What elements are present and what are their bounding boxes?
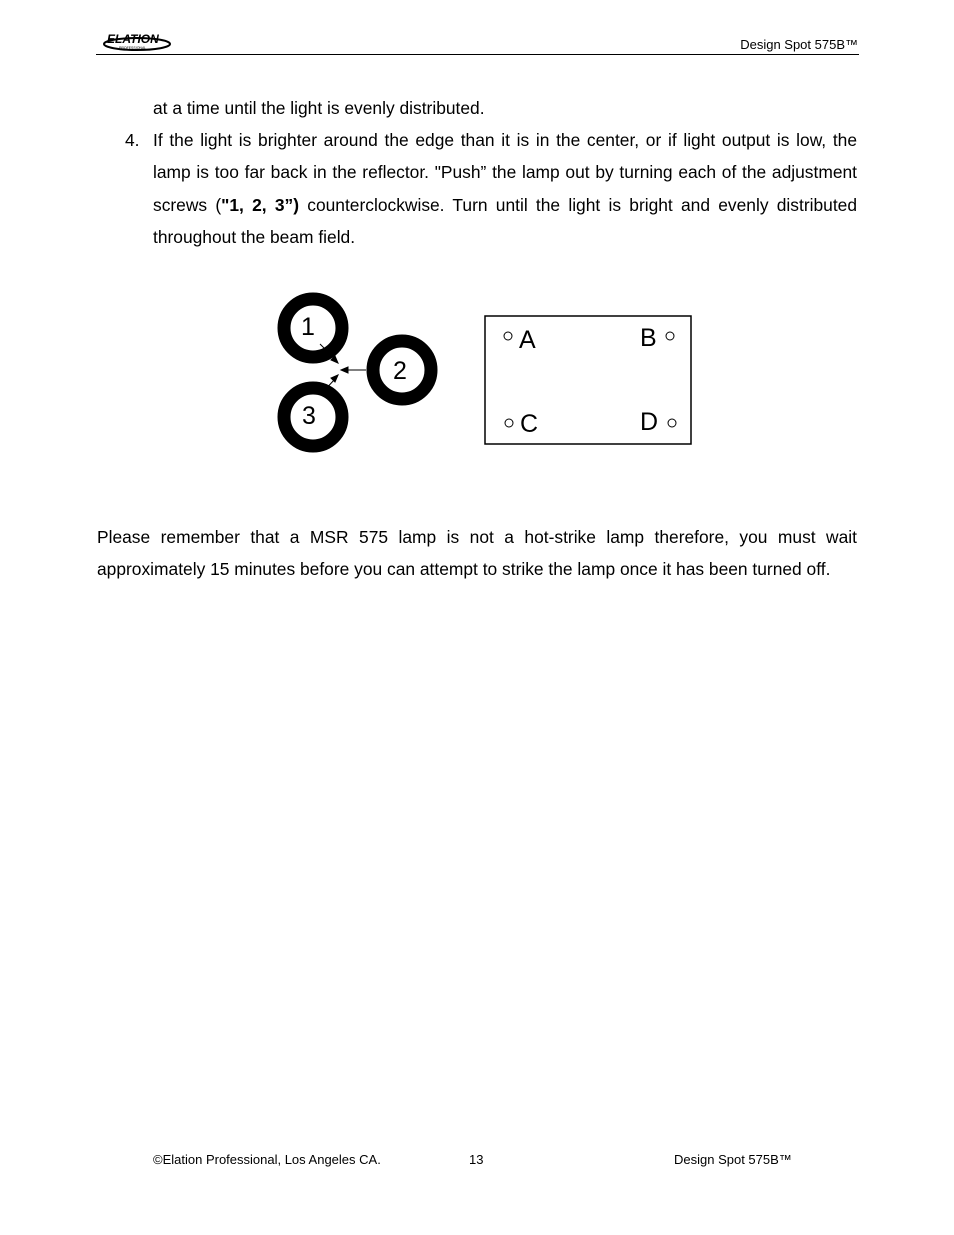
footer-copyright: ©Elation Professional, Los Angeles CA. (153, 1152, 381, 1167)
elation-logo (103, 28, 173, 52)
step-4-text-before: If the light is brighter around the edge than it is in the center, or if light output is low, the lamp is too far back in the reflector. "Push” the lamp out by turning each of the adjustment screws ( (153, 130, 857, 215)
logo-subtext: PROFESSIONAL (119, 46, 147, 50)
screw-2 (373, 341, 431, 399)
screw-3 (284, 388, 342, 446)
footer-page-number: 13 (469, 1152, 484, 1167)
screw-1-label: 1 (301, 313, 315, 341)
header-divider (96, 54, 859, 55)
screw-1 (284, 299, 342, 357)
header-title: Design Spot 575B™ (740, 37, 858, 52)
screw-2-label: 2 (393, 357, 407, 385)
logo-text: ELATION (107, 32, 159, 46)
step-4-text-after: counterclockwise. Turn until the light is bright and evenly distributed throughout the beam field. (153, 194, 857, 248)
step-4-bold-screws: "1, 2, 3”) (221, 194, 300, 215)
adjustment-screws-figure (272, 286, 702, 456)
corner-b-label: B (640, 324, 657, 352)
corner-c-label: C (520, 410, 539, 438)
list-item-step-4 (125, 124, 857, 254)
corner-d-label: D (640, 408, 659, 436)
hot-strike-note: Please remember that a MSR 575 lamp is not a hot-strike lamp therefore, you must wait approximately 15 minutes before you can attempt to strike the lamp once it has been turned off. (97, 527, 857, 580)
continuation-text: at a time until the light is evenly distributed. (153, 98, 485, 118)
reflector-box (485, 316, 691, 444)
list-number: 4. (125, 130, 140, 150)
corner-a-label: A (519, 326, 536, 354)
screw-3-label: 3 (302, 402, 316, 430)
footer-product: Design Spot 575B™ (674, 1152, 792, 1167)
step-4-text (153, 124, 857, 254)
